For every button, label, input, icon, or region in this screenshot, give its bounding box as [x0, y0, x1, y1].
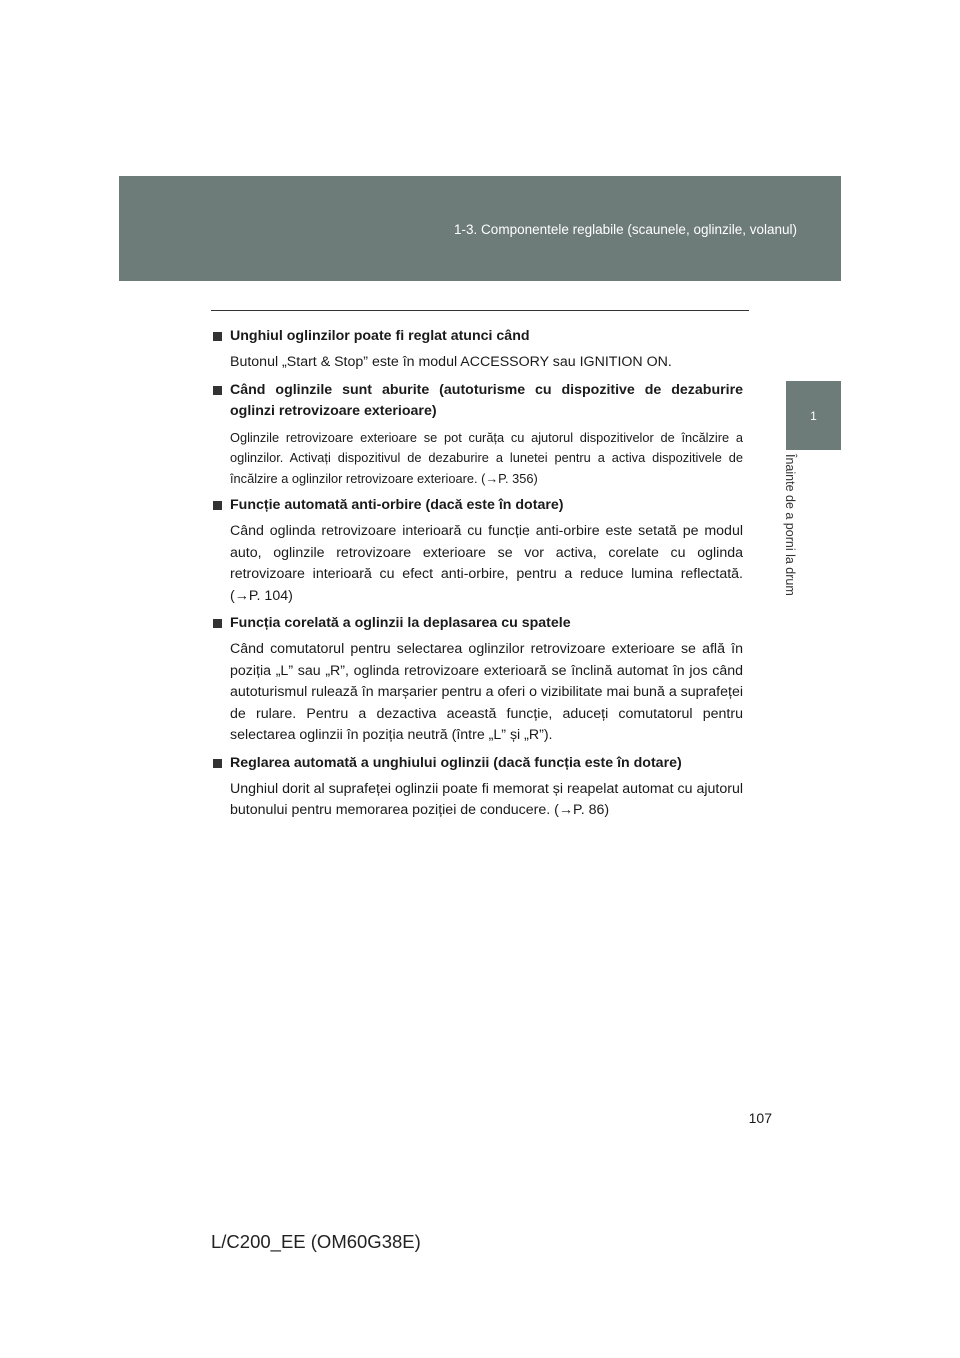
- section-body: Când oglinda retrovizoare interioară cu funcție anti-orbire este setată pe modul auto, oglinzile retrovizoare exterioare se vor activa, corelate cu oglinda retrovizoare interioară cu efect anti-orbire, pentru a reduce lumina reflectată. (→P. 104): [230, 523, 743, 604]
- section-title: [213, 380, 743, 422]
- section-title: [213, 753, 743, 774]
- section-title: [213, 495, 743, 516]
- main-content: [213, 326, 743, 828]
- square-bullet-icon: [213, 619, 222, 628]
- section-title-text: Unghiul oglinzilor poate fi reglat atunci când: [230, 328, 530, 344]
- section-mirror-angle: [213, 326, 743, 374]
- section-mirror-defogger: [213, 380, 743, 490]
- square-bullet-icon: [213, 501, 222, 510]
- chapter-number: 1: [810, 409, 817, 423]
- section-body: Oglinzile retrovizoare exterioare se pot curăța cu ajutorul dispozitivelor de încălzire a oglinzilor. Activați dispozitivul de dezaburire a lunetei pentru a activa dispozitivele de încălzire a oglinzilor retrovizoare exterioare. (→P. 356): [230, 429, 743, 486]
- square-bullet-icon: [213, 332, 222, 341]
- section-title-text: Funcție automată anti-orbire (dacă este în dotare): [230, 497, 564, 513]
- top-divider: [211, 310, 749, 311]
- square-bullet-icon: [213, 759, 222, 768]
- section-title-text: Când oglinzile sunt aburite (autoturisme cu dispozitive de dezaburire oglinzi retrovizoare exterioare): [230, 381, 743, 419]
- square-bullet-icon: [213, 386, 222, 395]
- section-header-title: 1-3. Componentele reglabile (scaunele, oglinzile, volanul): [454, 222, 797, 237]
- page-number: 107: [748, 1110, 772, 1126]
- document-code: L/C200_EE (OM60G38E): [211, 1231, 421, 1252]
- header-band: [119, 176, 841, 281]
- section-body: Când comutatorul pentru selectarea oglinzilor retrovizoare exterioare se află în poziția „L” sau „R”, oglinda retrovizoare exterioară se înclină automat în jos când autoturismul rulează în marșarier pentru a oferi o vizibilitate mai bună a suprafeței de rulare. Pentru a dezactiva această funcție, aduceți comutatorul pentru selectarea oglinzii în poziția neutră (între „L” și „R”).: [230, 641, 743, 743]
- section-body: Unghiul dorit al suprafeței oglinzii poate fi memorat și reapelat automat cu ajutorul butonului pentru memorarea poziției de conducere. (→P. 86): [230, 780, 743, 818]
- section-title: [213, 613, 743, 634]
- section-auto-angle-memory: [213, 753, 743, 822]
- chapter-side-label: [785, 454, 809, 624]
- section-anti-glare: [213, 495, 743, 607]
- section-title-text: Funcția corelată a oglinzii la deplasarea cu spatele: [230, 615, 571, 631]
- chapter-title: Înainte de a porni la drum: [783, 454, 797, 596]
- chapter-tab: [786, 381, 841, 450]
- section-title: [213, 326, 743, 347]
- section-reverse-linked: [213, 613, 743, 747]
- section-body: Butonul „Start & Stop” este în modul ACCESSORY sau IGNITION ON.: [230, 354, 672, 370]
- section-title-text: Reglarea automată a unghiului oglinzii (dacă funcția este în dotare): [230, 754, 682, 771]
